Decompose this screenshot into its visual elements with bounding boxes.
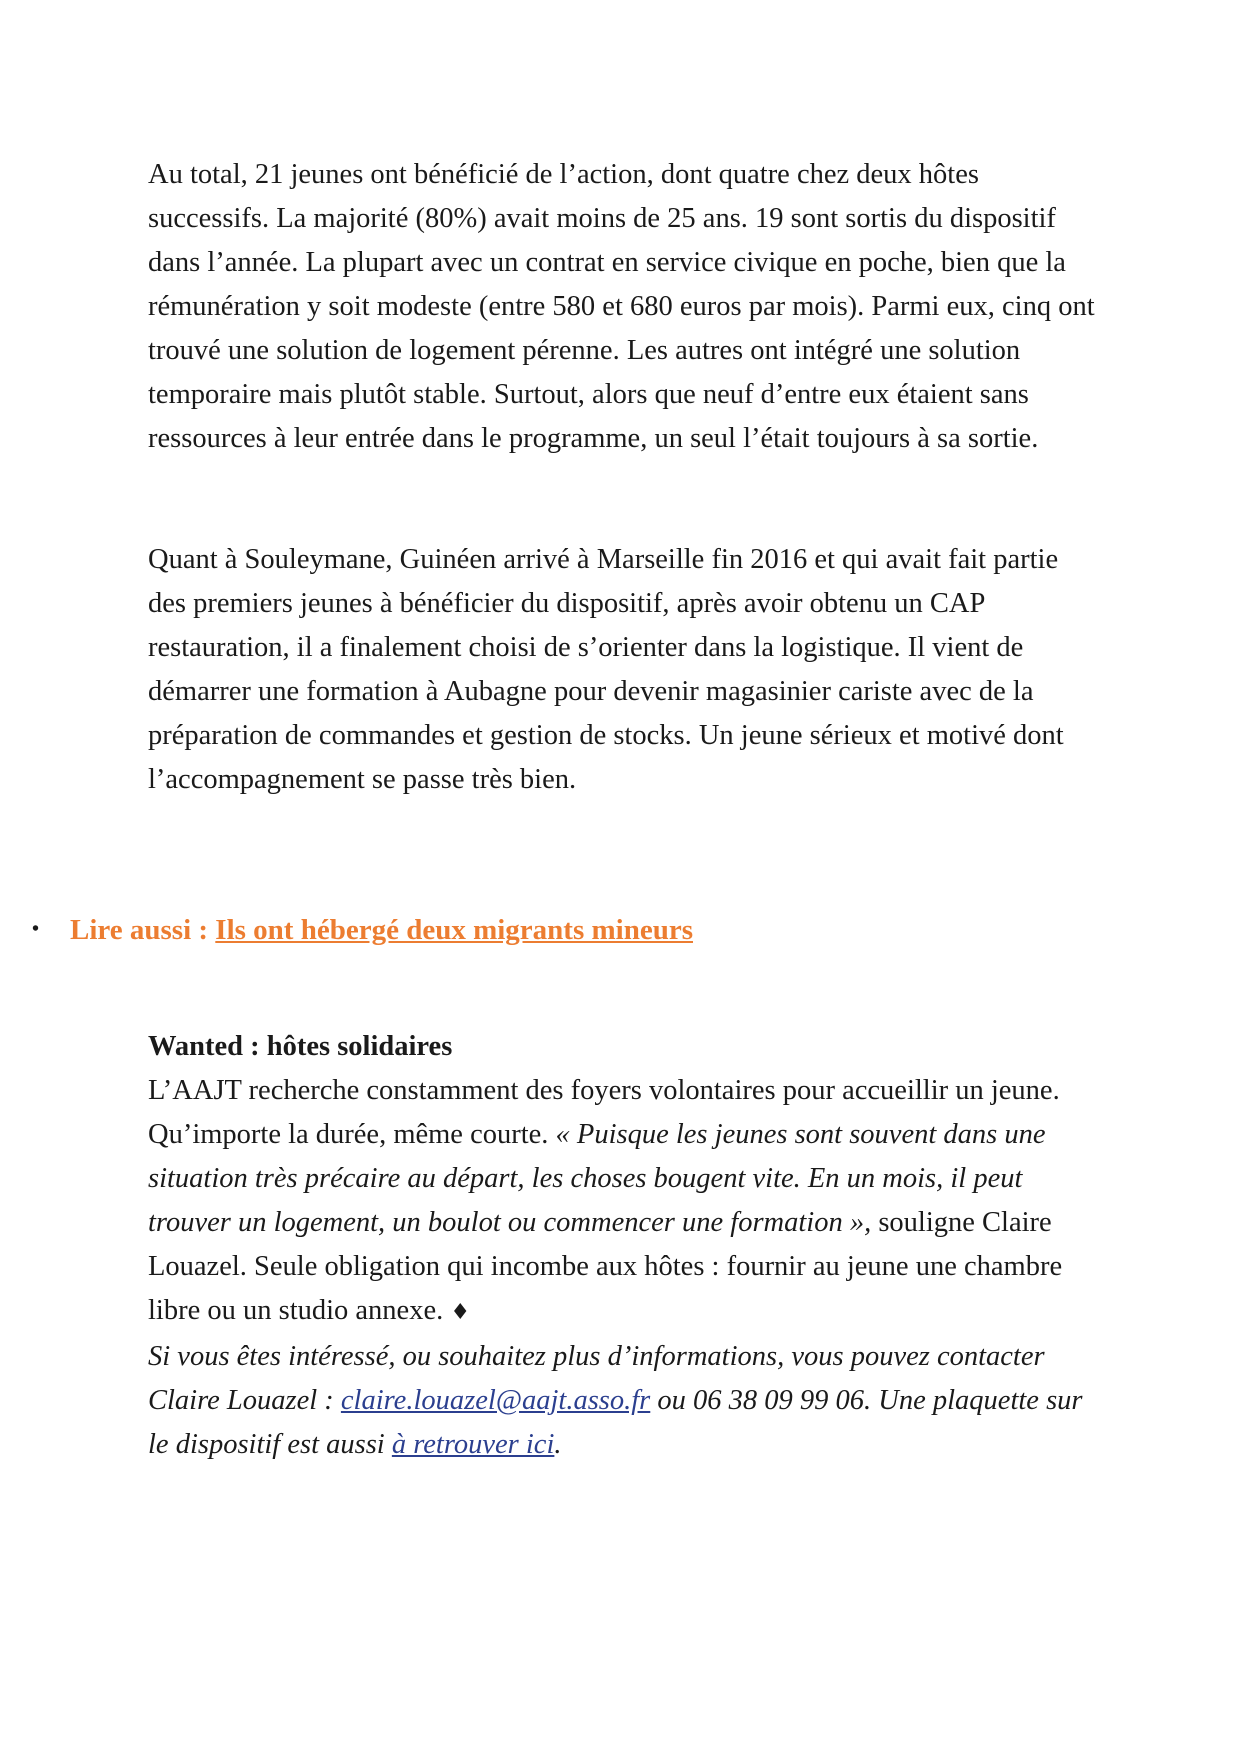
related-article (32, 908, 693, 954)
wanted-text: L’AAJT recherche constamment des foyers volontaires pour accueillir un jeune. Qu’importe la durée, même courte. (148, 1075, 1060, 1150)
wanted-quote: « Puisque les jeunes sont souvent dans une situation très précaire au départ, les choses bougent vite. En un mois, il peut trouver un logement, un boulot ou commencer une formation », (148, 1119, 1046, 1238)
related-prefix: Lire aussi : (70, 914, 216, 946)
plaquette-link[interactable]: à retrouver ici (391, 1429, 555, 1460)
contact-text: Si vous êtes intéressé, ou souhaitez plus d’informations, vous pouvez contacter Claire Louazel : (148, 1341, 1045, 1416)
contact-end: . (554, 1429, 562, 1460)
related-article-link[interactable]: Ils ont hébergé deux migrants mineurs (215, 914, 693, 946)
paragraph-souleymane: Quant à Souleymane, Guinéen arrivé à Marseille fin 2016 et qui avait fait partie des premiers jeunes à bénéficier du dispositif, après avoir obtenu un CAP restauration, il a finalement choisi de s’orienter dans la logistique. Il vient de démarrer une formation à Aubagne pour devenir magasinier cariste avec de la préparation de commandes et gestion de stocks. Un jeune sérieux et motivé dont l’accompagnement se passe très bien. (148, 544, 1064, 795)
wanted-title: Wanted : hôtes solidaires (148, 1031, 453, 1062)
paragraph-results: Au total, 21 jeunes ont bénéficié de l’action, dont quatre chez deux hôtes successifs. La majorité (80%) avait moins de 25 ans. 19 sont sortis du dispositif dans l’année. La plupart avec un contrat en service civique en poche, bien que la rémunération y soit modeste (entre 580 et 680 euros par mois). Parmi eux, cinq ont trouvé une solution de logement pérenne. Les autres ont intégré une solution temporaire mais plutôt stable. Surtout, alors que neuf d’entre eux étaient sans ressources à leur entrée dans le programme, un seul l’était toujours à sa sortie. (148, 159, 1095, 454)
wanted-text-2: souligne Claire Louazel. Seule obligation qui incombe aux hôtes : fournir au jeune une chambre libre ou un studio annexe. (148, 1207, 1063, 1326)
wanted-section (148, 1025, 1098, 1467)
contact-text-2: ou 06 38 09 99 06. Une plaquette sur le dispositif est aussi (148, 1385, 1083, 1460)
email-link[interactable]: claire.louazel@aajt.asso.fr (340, 1385, 651, 1416)
bullet-icon: • (32, 918, 40, 941)
diamond-icon: ♦ (450, 1300, 471, 1325)
